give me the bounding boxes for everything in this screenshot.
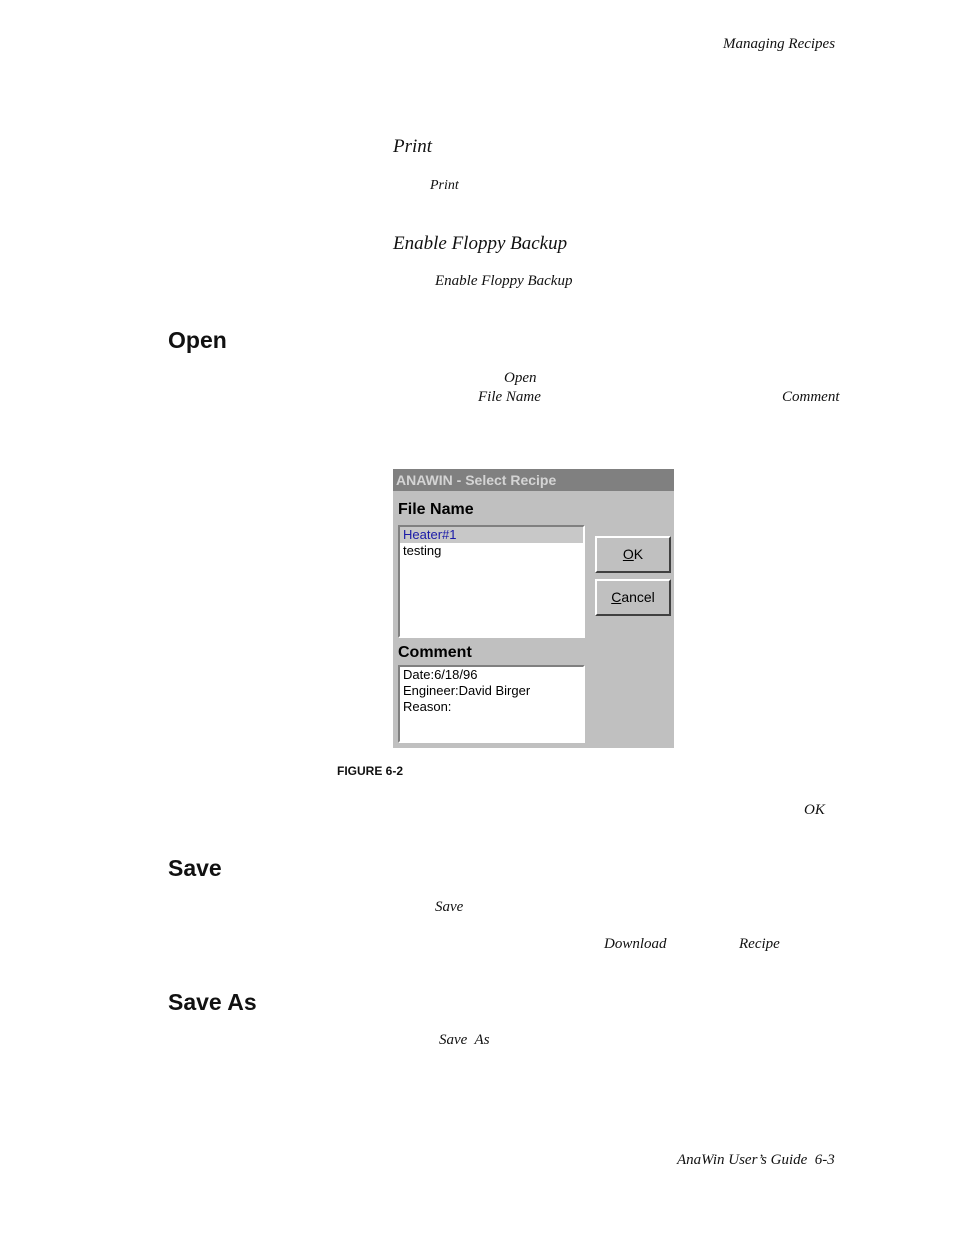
open-heading: Open: [168, 327, 227, 353]
comment-label: Comment: [398, 644, 472, 661]
ok-mnemonic: O: [622, 546, 634, 562]
cancel-label-rest: ancel: [621, 589, 655, 605]
comment-ref: Comment: [782, 389, 840, 405]
file-name-ref: File Name: [478, 389, 541, 405]
file-name-label: File Name: [398, 501, 474, 518]
cancel-button[interactable]: [595, 579, 671, 616]
ok-label-rest: K: [633, 546, 644, 562]
page-footer: AnaWin User’s Guide 6-3: [677, 1152, 835, 1168]
open-ref: Open: [504, 370, 537, 386]
cancel-mnemonic: C: [611, 589, 622, 605]
print-heading: Print: [393, 136, 433, 157]
figure-caption: FIGURE 6-2: [337, 764, 404, 778]
save-as-ref: Save As: [439, 1032, 490, 1048]
running-head: Managing Recipes: [723, 36, 836, 52]
recipe-ref: Recipe: [739, 936, 780, 952]
comment-box[interactable]: [398, 665, 585, 743]
ok-button[interactable]: [595, 536, 671, 573]
comment-line: Reason:: [403, 699, 452, 714]
save-as-heading: Save As: [168, 989, 257, 1015]
select-recipe-dialog: [393, 469, 674, 748]
save-ref: Save: [435, 899, 464, 915]
file-list[interactable]: [398, 525, 585, 638]
floppy-heading: Enable Floppy Backup: [393, 233, 568, 254]
save-heading: Save: [168, 855, 222, 881]
ok-ref: OK: [804, 802, 825, 818]
comment-line: Engineer:David Birger: [403, 683, 531, 698]
download-ref: Download: [604, 936, 667, 952]
print-ref: Print: [430, 178, 459, 193]
comment-line: Date:6/18/96: [403, 667, 478, 682]
file-list-item[interactable]: testing: [403, 543, 442, 558]
floppy-ref: Enable Floppy Backup: [435, 273, 573, 289]
file-list-item[interactable]: Heater#1: [400, 527, 583, 543]
dialog-title-bar: ANAWIN - Select Recipe: [393, 469, 674, 491]
